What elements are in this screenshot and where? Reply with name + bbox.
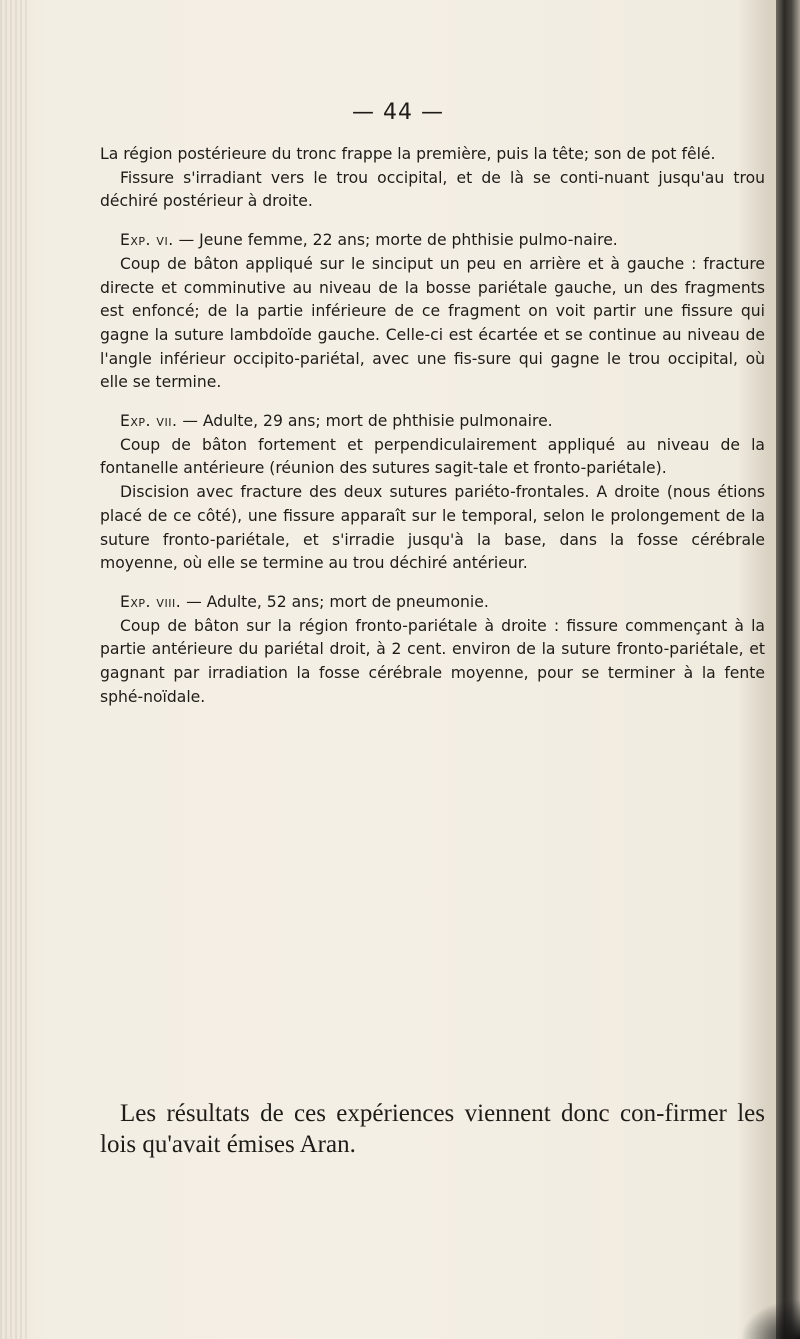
paragraph: Coup de bâton fortement et perpendiculairement appliqué au niveau de la fontanelle antérieure (réunion des sutures sagit-tale et fronto-pariétale). bbox=[100, 435, 765, 478]
paragraph: Coup de bâton sur la région fronto-pariétale à droite : fissure commençant à la partie antérieure du pariétal droit, à 2 cent. environ de la suture fronto-pariétale, et gagnant par irradiation la fosse cérébrale moyenne, pour se terminer à la fente sphé-noïdale. bbox=[100, 616, 765, 706]
experiment-label: Exp. viii. bbox=[120, 592, 182, 611]
conclusion-block bbox=[100, 1098, 765, 1160]
conclusion-paragraph: Les résultats de ces expériences viennent donc con-firmer les lois qu'avait émises Aran. bbox=[100, 1100, 765, 1158]
experiment-label: Exp. vi. bbox=[120, 231, 174, 250]
body-text bbox=[100, 143, 765, 709]
paragraph: Coup de bâton appliqué sur le sinciput un peu en arrière et à gauche : fracture directe et comminutive au niveau de la bosse pariétale gauche, un des fragments est enfoncé; de la partie inférieure de ce fragment on voit partir une fissure qui gagne la suture lambdoïde gauche. Celle-ci est écartée et se continue au niveau de l'angle inférieur occipito-pariétal, avec une fis-sure qui gagne le trou occipital, où elle se termine. bbox=[100, 254, 765, 392]
page-number: — 44 — bbox=[352, 100, 444, 125]
paragraph: Fissure s'irradiant vers le trou occipital, et de là se conti-nuant jusqu'au trou déchiré postérieur à droite. bbox=[100, 168, 765, 211]
experiment-heading-text: — Adulte, 29 ans; mort de phthisie pulmonaire. bbox=[177, 412, 553, 431]
experiment-heading bbox=[100, 229, 765, 253]
experiment-heading bbox=[100, 410, 765, 434]
page-binding-edge bbox=[0, 0, 28, 1339]
paragraph: La région postérieure du tronc frappe la première, puis la tête; son de pot fêlé. bbox=[100, 145, 716, 163]
experiment-label: Exp. vii. bbox=[120, 412, 178, 431]
page-right-edge bbox=[776, 0, 800, 1339]
experiment-heading-text: — Jeune femme, 22 ans; morte de phthisie pulmo-naire. bbox=[173, 231, 618, 250]
experiment-heading-text: — Adulte, 52 ans; mort de pneumonie. bbox=[181, 592, 489, 611]
experiment-heading bbox=[100, 591, 765, 615]
paragraph: Discision avec fracture des deux sutures pariéto-frontales. A droite (nous étions placé de ce côté), une fissure apparaît sur le temporal, selon le prolongement de la suture fronto-pariétale, et s'irradie jusqu'à la base, dans la fosse cérébrale moyenne, où elle se termine au trou déchiré antérieur. bbox=[100, 483, 765, 573]
page-corner-shadow bbox=[740, 1299, 800, 1339]
